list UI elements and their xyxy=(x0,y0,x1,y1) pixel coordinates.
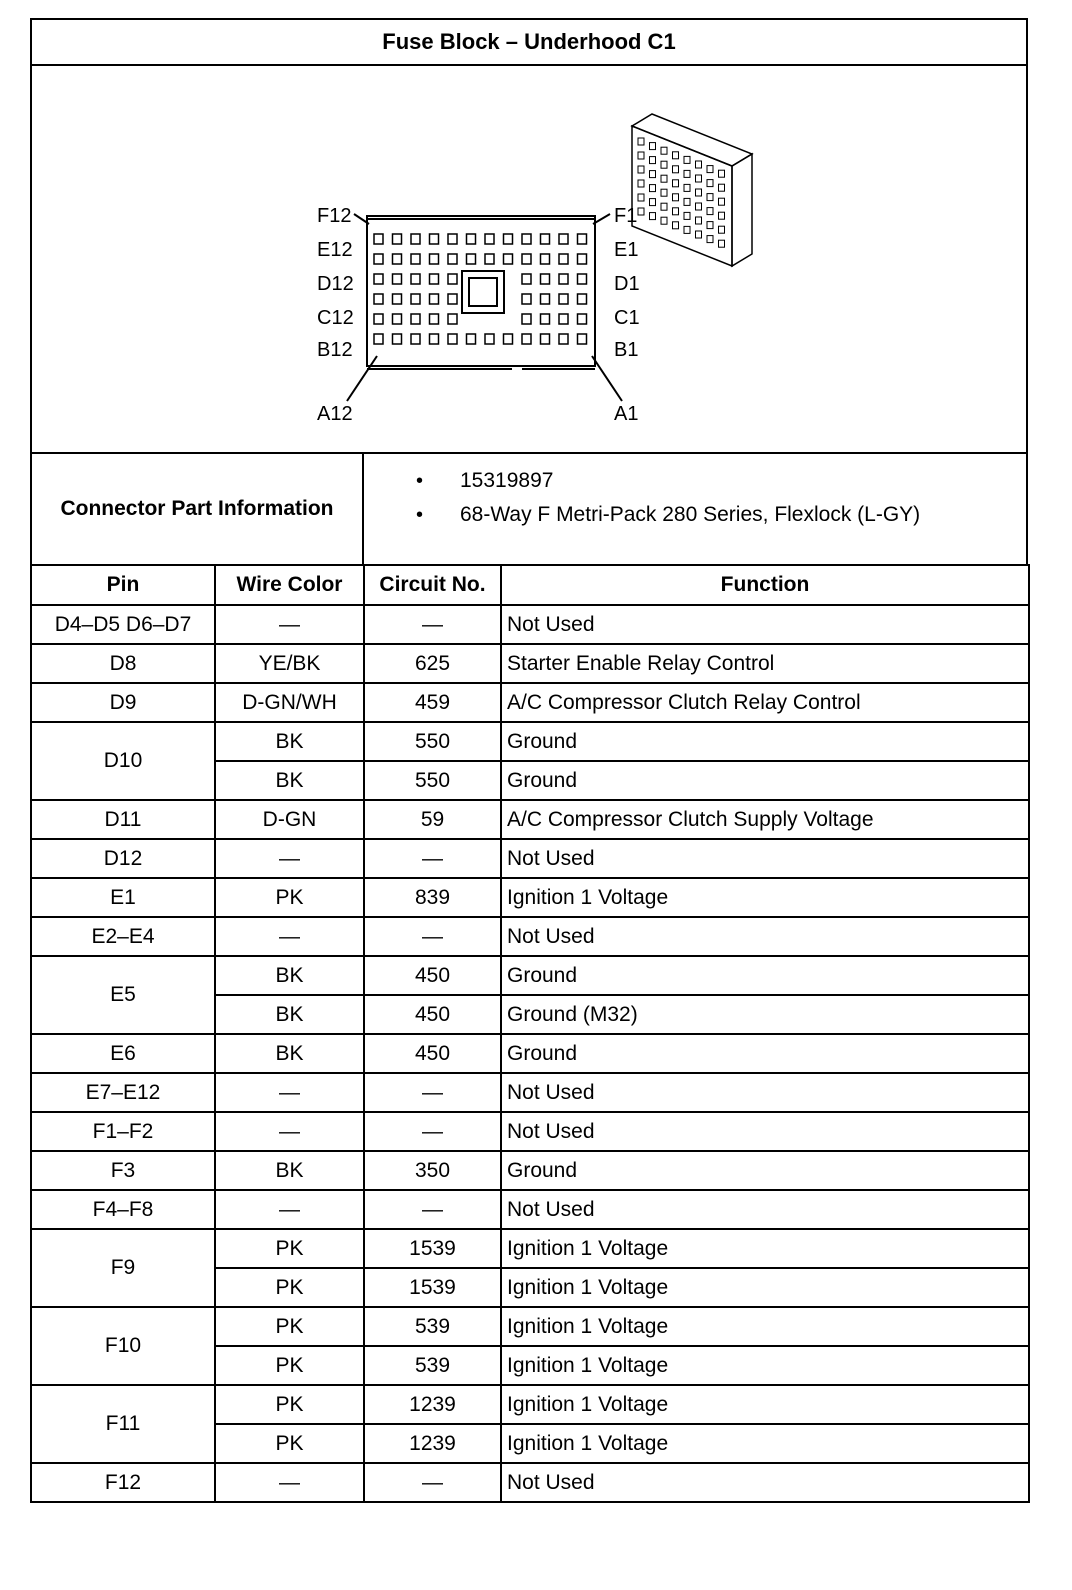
iso-cavity xyxy=(638,138,644,145)
iso-cavity xyxy=(719,212,725,219)
iso-cavity xyxy=(684,184,690,191)
header-function: Function xyxy=(501,565,1029,605)
pin-cavity xyxy=(559,254,568,264)
pin-cavity xyxy=(411,314,420,324)
iso-cavity xyxy=(661,175,667,182)
iso-cavity xyxy=(719,226,725,233)
circuit-cell: — xyxy=(364,1190,501,1229)
pin-cavity xyxy=(504,234,513,244)
pin-cavity xyxy=(374,314,383,324)
pin-cavity xyxy=(374,334,383,344)
pin-cavity xyxy=(578,294,587,304)
pin-cell: E2–E4 xyxy=(31,917,215,956)
pin-cell: D8 xyxy=(31,644,215,683)
pin-cell: F3 xyxy=(31,1151,215,1190)
pin-cell: E1 xyxy=(31,878,215,917)
function-cell: Ground xyxy=(501,761,1029,800)
wire-color-cell: PK xyxy=(215,1229,364,1268)
label-D1: D1 xyxy=(614,273,640,295)
iso-cavity xyxy=(650,143,656,150)
pin-cell: F1–F2 xyxy=(31,1112,215,1151)
iso-cavity xyxy=(661,217,667,224)
label-C1: C1 xyxy=(614,307,640,329)
iso-cavity xyxy=(719,170,725,177)
label-E12: E12 xyxy=(317,239,353,261)
label-F12: F12 xyxy=(317,205,352,227)
table-row xyxy=(31,956,1029,995)
connector-part-info xyxy=(30,452,1028,564)
circuit-cell: 1239 xyxy=(364,1385,501,1424)
wire-color-cell: — xyxy=(215,839,364,878)
function-cell: Not Used xyxy=(501,1073,1029,1112)
pin-cell: E5 xyxy=(31,956,215,1034)
function-cell: Ignition 1 Voltage xyxy=(501,1346,1029,1385)
pin-cell: D11 xyxy=(31,800,215,839)
iso-cavity xyxy=(696,175,702,182)
function-cell: Ground xyxy=(501,722,1029,761)
table-row xyxy=(31,722,1029,761)
pin-cavity xyxy=(430,254,439,264)
iso-cavity xyxy=(673,166,679,173)
wire-color-cell: — xyxy=(215,917,364,956)
pin-cell: F12 xyxy=(31,1463,215,1502)
pin-cavity xyxy=(559,234,568,244)
pin-cavity xyxy=(522,234,531,244)
function-cell: Not Used xyxy=(501,839,1029,878)
pin-cavity xyxy=(393,234,402,244)
function-cell: Not Used xyxy=(501,1190,1029,1229)
pin-cavity xyxy=(393,274,402,284)
label-D12: D12 xyxy=(317,273,354,295)
table-row xyxy=(31,800,1029,839)
pin-cavity xyxy=(541,254,550,264)
pin-cavity xyxy=(448,274,457,284)
circuit-cell: 450 xyxy=(364,1034,501,1073)
pin-cavity xyxy=(485,334,494,344)
iso-cavity xyxy=(696,161,702,168)
pin-cavity xyxy=(374,254,383,264)
iso-cavity xyxy=(707,166,713,173)
connector-info-item: • 15319897 xyxy=(416,469,554,492)
iso-cavity xyxy=(638,166,644,173)
connector-info-list xyxy=(364,454,1026,564)
connector-face-drawing xyxy=(32,66,1026,452)
table-row xyxy=(31,1073,1029,1112)
iso-front xyxy=(632,126,732,266)
function-cell: Ignition 1 Voltage xyxy=(501,1307,1029,1346)
circuit-cell: — xyxy=(364,605,501,644)
label-A12: A12 xyxy=(317,403,353,425)
table-row xyxy=(31,605,1029,644)
function-cell: Ignition 1 Voltage xyxy=(501,1385,1029,1424)
pin-cell: F11 xyxy=(31,1385,215,1463)
table-row xyxy=(31,644,1029,683)
pinout-table-body xyxy=(31,605,1029,1502)
wire-color-cell: PK xyxy=(215,1268,364,1307)
wire-color-cell: D-GN/WH xyxy=(215,683,364,722)
wire-color-cell: — xyxy=(215,1073,364,1112)
circuit-cell: 625 xyxy=(364,644,501,683)
pin-cavity xyxy=(467,234,476,244)
pin-cavity xyxy=(393,334,402,344)
pin-cavity xyxy=(578,334,587,344)
header-pin: Pin xyxy=(31,565,215,605)
function-cell: Starter Enable Relay Control xyxy=(501,644,1029,683)
pin-cavity xyxy=(467,254,476,264)
pinout-table xyxy=(30,564,1030,1503)
pin-cell: F10 xyxy=(31,1307,215,1385)
pin-cavity xyxy=(522,274,531,284)
pin-cavity xyxy=(504,334,513,344)
function-cell: Ground xyxy=(501,1034,1029,1073)
circuit-cell: 539 xyxy=(364,1346,501,1385)
wire-color-cell: — xyxy=(215,1463,364,1502)
pin-cavity xyxy=(448,234,457,244)
pin-cavity xyxy=(522,254,531,264)
pin-cavity xyxy=(559,294,568,304)
pin-cavity xyxy=(448,334,457,344)
function-cell: Ground (M32) xyxy=(501,995,1029,1034)
iso-cavity xyxy=(638,180,644,187)
pin-cavity xyxy=(448,314,457,324)
wire-color-cell: PK xyxy=(215,878,364,917)
iso-cavity xyxy=(707,180,713,187)
pin-cavity xyxy=(559,274,568,284)
pin-cavity xyxy=(522,314,531,324)
circuit-cell: 350 xyxy=(364,1151,501,1190)
iso-cavity xyxy=(638,208,644,215)
wire-color-cell: BK xyxy=(215,995,364,1034)
iso-cavity xyxy=(673,180,679,187)
iso-cavity xyxy=(638,194,644,201)
pin-cavity xyxy=(485,234,494,244)
function-cell: Ground xyxy=(501,1151,1029,1190)
iso-cavity xyxy=(719,184,725,191)
pin-cavity xyxy=(504,254,513,264)
table-row xyxy=(31,1190,1029,1229)
iso-cavity xyxy=(673,194,679,201)
iso-cavity xyxy=(696,217,702,224)
iso-cavity xyxy=(684,226,690,233)
circuit-cell: — xyxy=(364,917,501,956)
wire-color-cell: BK xyxy=(215,956,364,995)
pinout-sheet xyxy=(30,18,1028,1503)
center-lock-inner xyxy=(469,278,497,306)
function-cell: Ground xyxy=(501,956,1029,995)
function-cell: Not Used xyxy=(501,1463,1029,1502)
pin-cell: E6 xyxy=(31,1034,215,1073)
table-row xyxy=(31,1463,1029,1502)
pin-cavity xyxy=(448,294,457,304)
table-row xyxy=(31,1229,1029,1268)
connector-info-label: Connector Part Information xyxy=(32,454,364,564)
iso-cavity xyxy=(638,152,644,159)
pin-cavity xyxy=(541,274,550,284)
wire-color-cell: BK xyxy=(215,722,364,761)
pin-cell: F4–F8 xyxy=(31,1190,215,1229)
pin-cavity xyxy=(522,294,531,304)
iso-cavity xyxy=(673,208,679,215)
pin-cavity xyxy=(541,294,550,304)
iso-cavity xyxy=(661,203,667,210)
iso-cavity xyxy=(650,185,656,192)
iso-cavity xyxy=(650,199,656,206)
function-cell: A/C Compressor Clutch Relay Control xyxy=(501,683,1029,722)
iso-cavity xyxy=(707,236,713,243)
pin-cavity xyxy=(411,334,420,344)
circuit-cell: — xyxy=(364,839,501,878)
pin-cavity xyxy=(541,334,550,344)
iso-cavity xyxy=(661,189,667,196)
pin-cavity xyxy=(411,254,420,264)
wire-color-cell: BK xyxy=(215,1151,364,1190)
circuit-cell: 459 xyxy=(364,683,501,722)
wire-color-cell: PK xyxy=(215,1307,364,1346)
circuit-cell: 450 xyxy=(364,995,501,1034)
label-F1: F1 xyxy=(614,205,638,227)
iso-cavity xyxy=(684,156,690,163)
circuit-cell: 839 xyxy=(364,878,501,917)
table-row xyxy=(31,1385,1029,1424)
pin-cavity xyxy=(374,234,383,244)
iso-cavity xyxy=(719,240,725,247)
pin-cell: D4–D5 D6–D7 xyxy=(31,605,215,644)
function-cell: Not Used xyxy=(501,917,1029,956)
wire-color-cell: YE/BK xyxy=(215,644,364,683)
function-cell: A/C Compressor Clutch Supply Voltage xyxy=(501,800,1029,839)
pin-cavity xyxy=(559,334,568,344)
table-row xyxy=(31,917,1029,956)
connector-face xyxy=(347,214,622,401)
iso-side xyxy=(732,154,752,266)
wire-color-cell: — xyxy=(215,1190,364,1229)
wire-color-cell: PK xyxy=(215,1385,364,1424)
function-cell: Ignition 1 Voltage xyxy=(501,878,1029,917)
wire-color-cell: BK xyxy=(215,1034,364,1073)
wire-color-cell: BK xyxy=(215,761,364,800)
pin-cavity xyxy=(374,294,383,304)
wire-color-cell: — xyxy=(215,1112,364,1151)
iso-cavity xyxy=(661,161,667,168)
pin-cell: D9 xyxy=(31,683,215,722)
header-circuit-no: Circuit No. xyxy=(364,565,501,605)
pin-cavity xyxy=(485,254,494,264)
label-E1: E1 xyxy=(614,239,639,261)
pin-cavity xyxy=(541,234,550,244)
pin-cavity xyxy=(578,314,587,324)
pin-cell: D12 xyxy=(31,839,215,878)
table-row xyxy=(31,1307,1029,1346)
pin-cavity xyxy=(467,334,476,344)
pin-cavity xyxy=(374,274,383,284)
label-B12: B12 xyxy=(317,339,353,361)
iso-cavity xyxy=(673,152,679,159)
table-row xyxy=(31,878,1029,917)
function-cell: Ignition 1 Voltage xyxy=(501,1268,1029,1307)
pin-cavity xyxy=(393,254,402,264)
pin-cavity xyxy=(411,274,420,284)
pin-cell: F9 xyxy=(31,1229,215,1307)
pin-cell: D10 xyxy=(31,722,215,800)
table-row xyxy=(31,1034,1029,1073)
pin-cavity xyxy=(430,294,439,304)
wire-color-cell: — xyxy=(215,605,364,644)
circuit-cell: — xyxy=(364,1463,501,1502)
pin-cavity xyxy=(430,334,439,344)
pin-cavity xyxy=(430,274,439,284)
pin-cavity xyxy=(578,234,587,244)
circuit-cell: 550 xyxy=(364,761,501,800)
wire-color-cell: PK xyxy=(215,1346,364,1385)
pin-cavity xyxy=(430,234,439,244)
iso-cavity xyxy=(707,194,713,201)
pin-cavity xyxy=(559,314,568,324)
label-A1: A1 xyxy=(614,403,639,425)
pin-cavity xyxy=(448,254,457,264)
circuit-cell: 450 xyxy=(364,956,501,995)
label-C12: C12 xyxy=(317,307,354,329)
iso-cavity xyxy=(696,231,702,238)
label-B1: B1 xyxy=(614,339,639,361)
circuit-cell: 59 xyxy=(364,800,501,839)
iso-cavity xyxy=(684,170,690,177)
wire-color-cell: PK xyxy=(215,1424,364,1463)
iso-cavity xyxy=(673,222,679,229)
iso-cavity xyxy=(696,203,702,210)
pin-cavity xyxy=(411,294,420,304)
circuit-cell: 1239 xyxy=(364,1424,501,1463)
connector-isometric-view xyxy=(632,114,752,266)
function-cell: Not Used xyxy=(501,605,1029,644)
connector-diagram xyxy=(30,64,1028,452)
circuit-cell: — xyxy=(364,1073,501,1112)
pin-cavity xyxy=(430,314,439,324)
function-cell: Ignition 1 Voltage xyxy=(501,1424,1029,1463)
iso-cavity xyxy=(707,208,713,215)
iso-cavity xyxy=(650,171,656,178)
table-row xyxy=(31,839,1029,878)
pin-cavity xyxy=(411,234,420,244)
table-row xyxy=(31,1112,1029,1151)
circuit-cell: 1539 xyxy=(364,1229,501,1268)
pin-cavity xyxy=(393,294,402,304)
iso-cavity xyxy=(684,198,690,205)
iso-cavity xyxy=(661,147,667,154)
iso-cavity xyxy=(696,189,702,196)
pin-cavity xyxy=(393,314,402,324)
iso-cavity xyxy=(650,213,656,220)
pin-cavity xyxy=(578,274,587,284)
table-header-row xyxy=(31,565,1029,605)
leader-A1 xyxy=(592,356,622,401)
iso-cavity xyxy=(684,212,690,219)
pin-cavity xyxy=(578,254,587,264)
table-row xyxy=(31,1151,1029,1190)
pin-cell: E7–E12 xyxy=(31,1073,215,1112)
sheet-title: Fuse Block – Underhood C1 xyxy=(30,18,1028,64)
function-cell: Ignition 1 Voltage xyxy=(501,1229,1029,1268)
iso-cavity xyxy=(650,157,656,164)
circuit-cell: 550 xyxy=(364,722,501,761)
iso-cavity xyxy=(719,198,725,205)
circuit-cell: 539 xyxy=(364,1307,501,1346)
leader-A12 xyxy=(347,356,377,401)
circuit-cell: — xyxy=(364,1112,501,1151)
pin-cavity xyxy=(541,314,550,324)
function-cell: Not Used xyxy=(501,1112,1029,1151)
header-wire-color: Wire Color xyxy=(215,565,364,605)
wire-color-cell: D-GN xyxy=(215,800,364,839)
iso-cavity xyxy=(707,222,713,229)
connector-info-item: • 68-Way F Metri-Pack 280 Series, Flexlock (L-GY) xyxy=(416,503,921,526)
pin-cavity xyxy=(522,334,531,344)
table-row xyxy=(31,683,1029,722)
circuit-cell: 1539 xyxy=(364,1268,501,1307)
